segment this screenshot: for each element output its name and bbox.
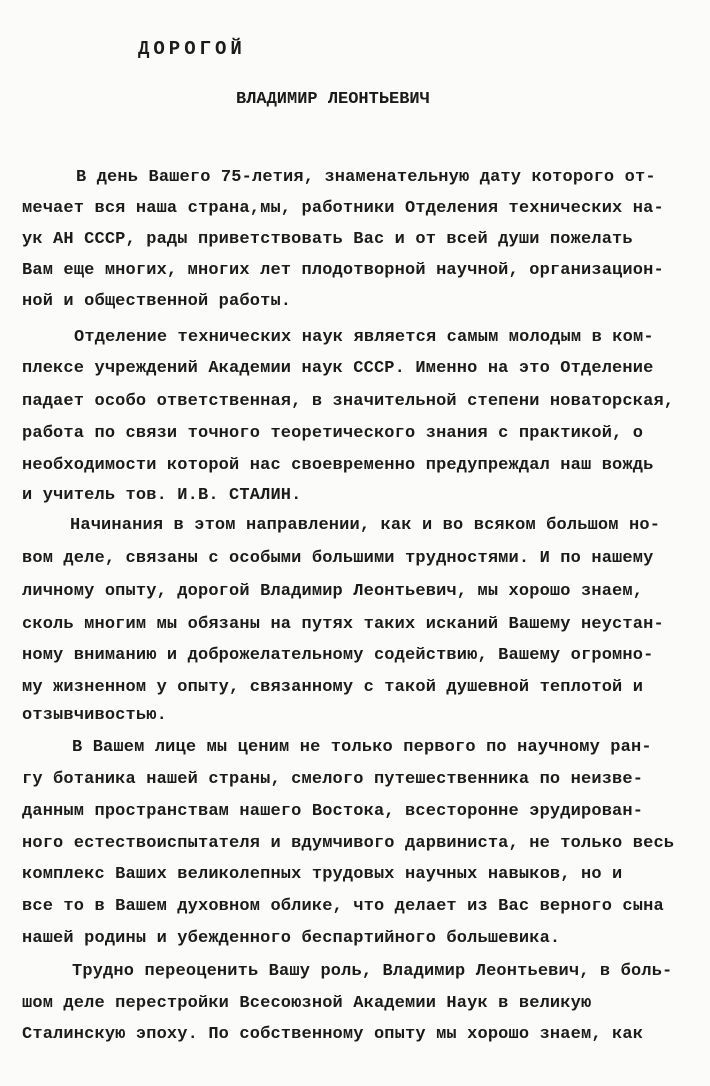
text-line: сколь многим мы обязаны на путях таких исканий Вашему неустан- [22, 615, 664, 634]
text-line: падает особо ответственная, в значительной степени новаторская, [22, 392, 675, 411]
text-line: ного естествоиспытателя и вдумчивого дарвиниста, не только весь [22, 834, 675, 853]
text-line: и учитель тов. И.В. СТАЛИН. [22, 486, 302, 505]
text-line: ук АН СССР, рады приветствовать Вас и от всей души пожелать [22, 230, 633, 249]
text-line: Начинания в этом направлении, как и во всяком большом но- [70, 516, 661, 535]
text-line: ной и общественной работы. [22, 292, 292, 311]
text-line: Отделение технических наук является самым молодым в ком- [74, 328, 654, 347]
text-line: Трудно переоценить Вашу роль, Владимир Леонтьевич, в боль- [72, 962, 673, 981]
text-line: данным пространствам нашего Востока, всесторонне эрудирован- [22, 802, 644, 821]
text-line: В день Вашего 75-летия, знаменательную дату которого от- [76, 168, 656, 187]
text-line: вом деле, связаны с особыми большими трудностями. И по нашему [22, 549, 654, 568]
text-line: все то в Вашем духовном облике, что делает из Вас верного сына [22, 897, 664, 916]
text-line: шом деле перестройки Всесоюзной Академии Наук в великую [22, 994, 592, 1013]
text-line: мечает вся наша страна,мы, работники Отделения технических на- [22, 199, 664, 218]
text-line: необходимости которой нас своевременно предупреждал наш вождь [22, 456, 654, 475]
text-line: нашей родины и убежденного беспартийного большевика. [22, 929, 561, 948]
text-line: комплекс Ваших великолепных трудовых научных навыков, но и [22, 865, 623, 884]
text-line: ному вниманию и доброжелательному содействию, Вашему огромно- [22, 646, 654, 665]
text-line: работа по связи точного теоретического знания с практикой, о [22, 424, 644, 443]
text-line: Сталинскую эпоху. По собственному опыту мы хорошо знаем, как [22, 1025, 644, 1044]
text-line: Вам еще многих, многих лет плодотворной научной, организацион- [22, 261, 664, 280]
salutation-heading: ДОРОГОЙ [138, 38, 246, 60]
text-line: плексе учреждений Академии наук СССР. Именно на это Отделение [22, 359, 654, 378]
text-line: В Вашем лице мы ценим не только первого по научному ран- [72, 738, 652, 757]
text-line: гу ботаника нашей страны, смелого путешественника по неизве- [22, 770, 644, 789]
addressee-heading: ВЛАДИМИР ЛЕОНТЬЕВИЧ [236, 90, 430, 109]
text-line: личному опыту, дорогой Владимир Леонтьевич, мы хорошо знаем, [22, 582, 644, 601]
text-line: отзывчивостью. [22, 706, 167, 725]
text-line: му жизненном у опыту, связанному с такой душевной теплотой и [22, 678, 644, 697]
